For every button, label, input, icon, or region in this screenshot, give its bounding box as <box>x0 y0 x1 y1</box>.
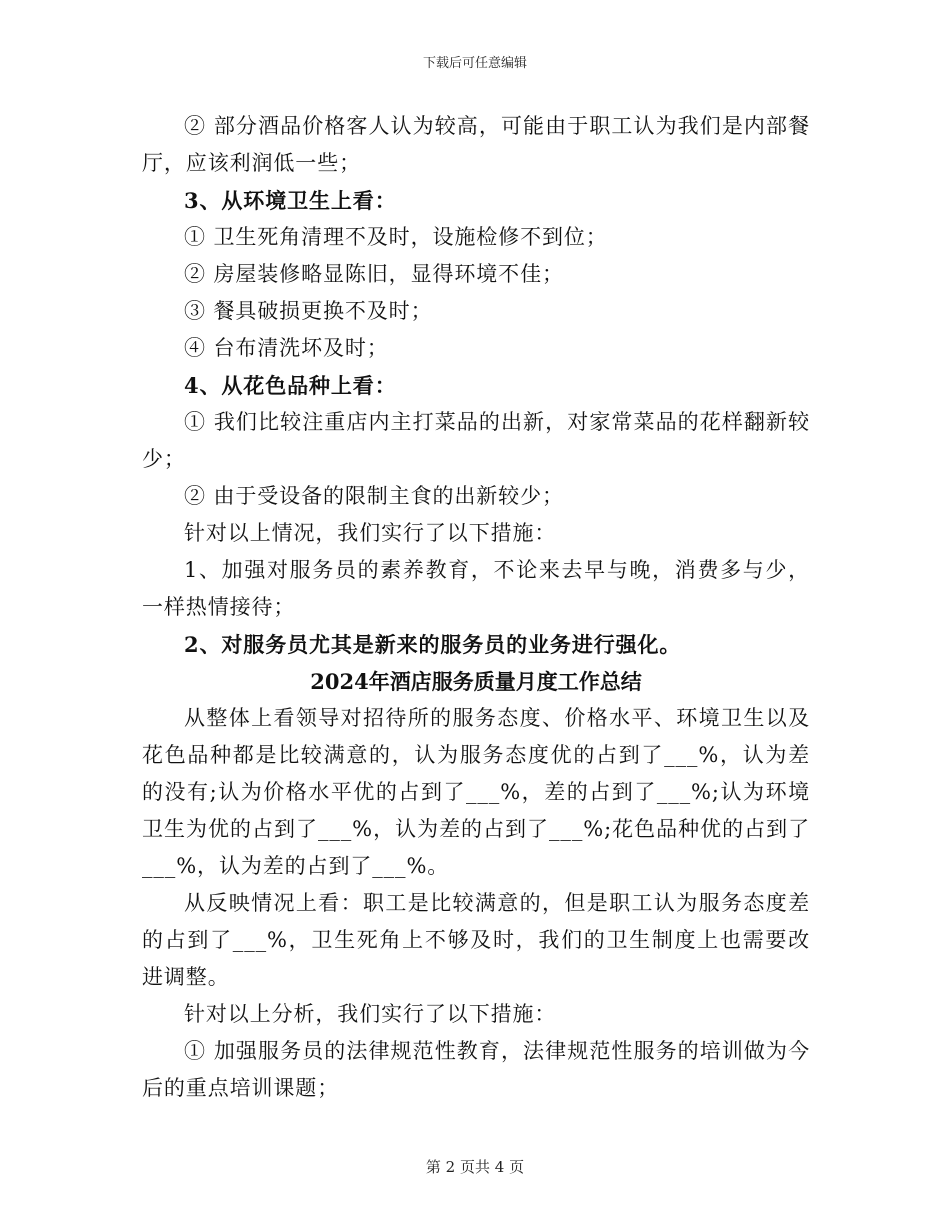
document-body <box>142 108 810 1107</box>
paragraph: ④ 台布清洗坏及时； <box>184 336 389 360</box>
paragraph: 针对以上情况，我们实行了以下措施： <box>184 521 557 545</box>
paragraph: ② 部分酒品价格客人认为较高，可能由于职工认为我们是内部餐厅，应该利润低一些； <box>142 114 810 175</box>
paragraph: 1、加强对服务员的素养教育，不论来去早与晚，消费多与少，一样热情接待； <box>142 558 810 619</box>
paragraph: 从整体上看领导对招待所的服务态度、价格水平、环境卫生以及花色品种都是比较满意的，认为服务态度优的占到了___%，认为差的没有;认为价格水平优的占到了___%，差的占到了___%;认为环境卫生为优的占到了___%，认为差的占到了___%;花色品种优的占到了___%，认为差的占到了___%。 <box>142 706 810 878</box>
document-title: 2024年酒店服务质量月度工作总结 <box>310 669 642 694</box>
page-header: 下载后可任意编辑 <box>422 56 527 71</box>
section-heading: 3、从环境卫生上看： <box>184 188 397 213</box>
paragraph: ① 加强服务员的法律规范性教育，法律规范性服务的培训做为今后的重点培训课题； <box>142 1039 810 1100</box>
paragraph: ① 卫生死角清理不及时，设施检修不到位； <box>184 225 608 249</box>
section-heading: 4、从花色品种上看： <box>184 373 397 398</box>
section-heading: 2、对服务员尤其是新来的服务员的业务进行强化。 <box>184 632 682 657</box>
paragraph: 从反映情况上看：职工是比较满意的，但是职工认为服务态度差的占到了___%，卫生死角上不够及时，我们的卫生制度上也需要改进调整。 <box>142 891 810 989</box>
paragraph: ① 我们比较注重店内主打菜品的出新，对家常菜品的花样翻新较少； <box>142 410 810 471</box>
paragraph: ② 由于受设备的限制主食的出新较少； <box>184 484 564 508</box>
paragraph: ③ 餐具破损更换不及时； <box>184 299 433 323</box>
paragraph: ② 房屋装修略显陈旧，显得环境不佳； <box>184 262 564 286</box>
paragraph: 针对以上分析，我们实行了以下措施： <box>184 1002 557 1026</box>
page-footer: 第 2 页共 4 页 <box>425 1158 525 1176</box>
